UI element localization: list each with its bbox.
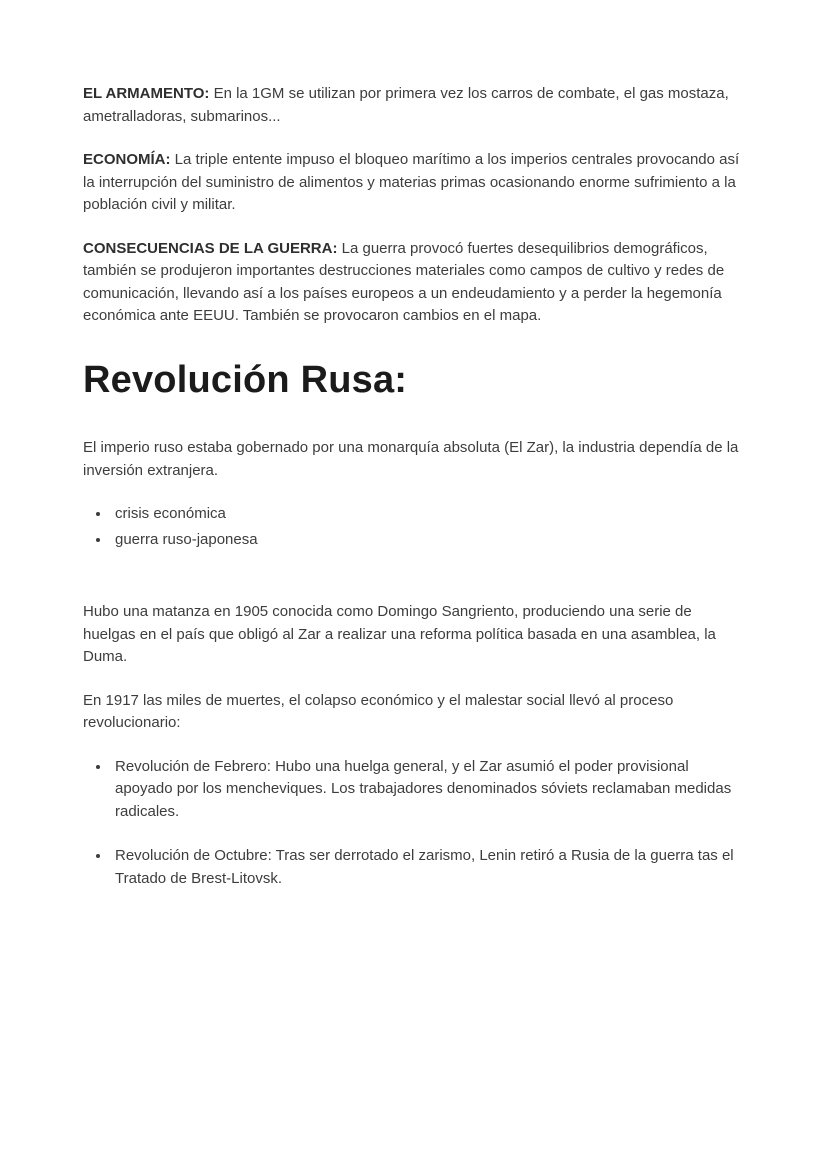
list-item-cause-2: • guerra ruso-japonesa: [111, 529, 745, 552]
causes-list: [83, 503, 745, 551]
paragraph-consequences-text: La guerra provocó fuertes desequilibrios demográficos, también se produjeron importantes destrucciones materiales como campos de cultivo y redes de comunicación, llevando así a los países europeos a un endeudamiento y a perder la hegemonía económica ante EEUU. También se provocaron cambios en el mapa.: [83, 239, 725, 324]
revolutions-list: [83, 756, 745, 891]
paragraph-economy-label: ECONOMÍA:: [83, 151, 171, 168]
paragraph-consequences-label: CONSECUENCIAS DE LA GUERRA:: [83, 239, 338, 257]
page-title: Revolución Rusa:: [83, 358, 408, 401]
paragraph-armament: [83, 83, 745, 128]
paragraph-armament-label: EL ARMAMENTO:: [83, 85, 210, 102]
paragraph-revolution-intro: En 1917 las miles de muertes, el colapso económico y el malestar social llevó al proceso revolucionario:: [83, 691, 674, 732]
list-item-cause-1: • crisis económica: [111, 503, 745, 526]
paragraph-intro: El imperio ruso estaba gobernado por una monarquía absoluta (El Zar), la industria dependía de la inversión extranjera.: [83, 439, 739, 479]
list-item-october-revolution: • Revolución de Octubre: Tras ser derrotado el zarismo, Lenin retiró a Rusia de la guerra tas el Tratado de Brest-Litovsk.: [111, 845, 745, 890]
paragraph-consequences: [83, 238, 745, 328]
paragraph-economy: [83, 149, 745, 217]
paragraph-massacre: Hubo una matanza en 1905 conocida como Domingo Sangriento, produciendo una serie de huelgas en el país que obligó al Zar a realizar una reforma política basada en una asamblea, la Duma.: [83, 603, 716, 666]
list-item-february-revolution: • Revolución de Febrero: Hubo una huelga general, y el Zar asumió el poder provisional apoyado por los mencheviques. Los trabajadores denominados sóviets reclamaban medidas radicales.: [111, 756, 745, 824]
paragraph-economy-text: La triple entente impuso el bloqueo marítimo a los imperios centrales provocando así la interrupción del suministro de alimentos y materias primas ocasionando enorme sufrimiento a la población civil y militar.: [83, 151, 740, 213]
paragraph-armament-text: En la 1GM se utilizan por primera vez los carros de combate, el gas mostaza, ametralladoras, submarinos...: [83, 85, 729, 125]
